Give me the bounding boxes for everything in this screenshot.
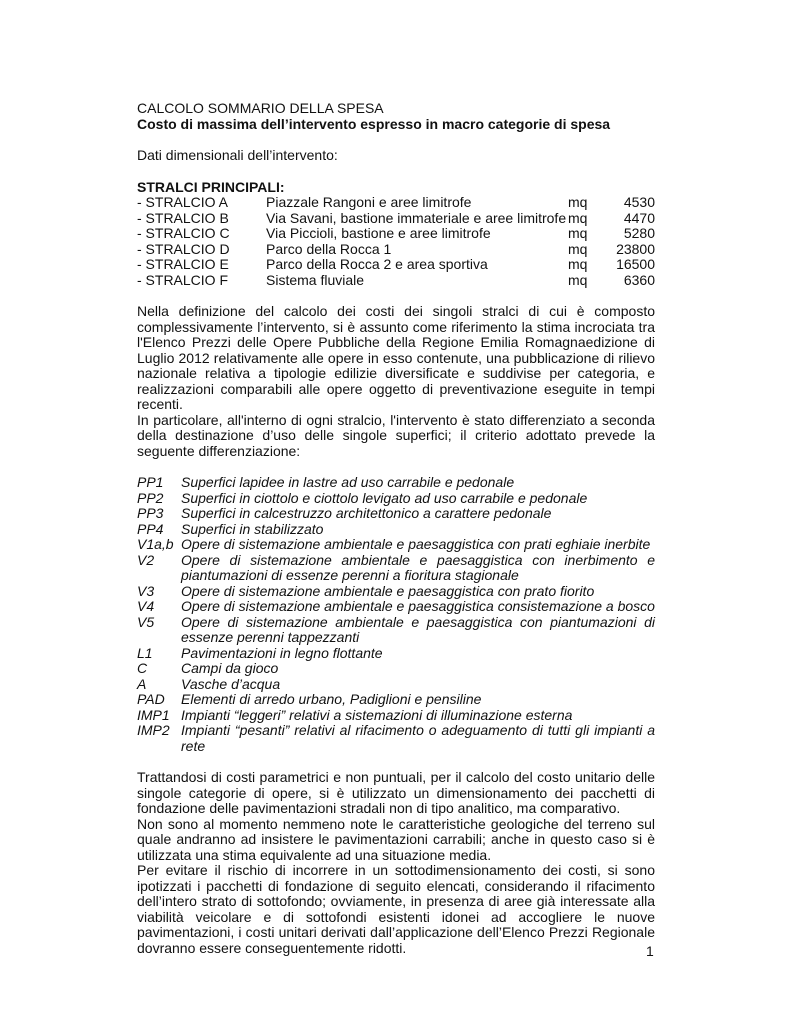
- stralcio-desc: Via Piccioli, bastione e aree limitrofe: [266, 225, 491, 241]
- category-list: [137, 475, 655, 754]
- stralcio-row: [137, 211, 655, 227]
- category-code: V2: [137, 551, 155, 568]
- stralcio-code: - STRALCIO B: [137, 209, 229, 226]
- category-item: [137, 475, 655, 491]
- stralcio-row: [137, 226, 655, 242]
- category-code: PAD: [137, 691, 165, 707]
- category-desc: Superfici in stabilizzato: [181, 520, 324, 537]
- category-code: V1a,b: [137, 536, 174, 552]
- category-desc: Opere di sistemazione ambientale e paesaggistica consistemazione a bosco: [181, 598, 655, 614]
- document-subtitle: Costo di massima dell’intervento espresso in macro categorie di spesa: [137, 115, 611, 132]
- category-desc: Superfici in calcestruzzo architettonico a carattere pedonale: [181, 505, 552, 521]
- stralcio-code: - STRALCIO E: [137, 256, 229, 272]
- category-desc: Impianti “pesanti” relativi al rifacimento o adeguamento di tutti gli impianti a rete: [181, 722, 655, 754]
- category-item: [137, 708, 655, 724]
- category-code: L1: [137, 644, 153, 661]
- stralcio-row: [137, 195, 655, 211]
- category-item: [137, 537, 655, 553]
- category-code: V3: [137, 582, 155, 599]
- paragraph-differentiation: In particolare, all'interno di ogni stralcio, l'intervento è stato differenziato a seconda della destinazione d’uso delle singole superfici; il criterio adottato prevede la seguente differenziazione:: [137, 411, 655, 459]
- stralcio-value: 16500: [616, 256, 655, 272]
- category-item: [137, 661, 655, 677]
- stralcio-unit: mq: [568, 271, 588, 288]
- stralcio-desc: Parco della Rocca 1: [266, 240, 392, 257]
- stralcio-row: [137, 257, 655, 273]
- stralci-heading: STRALCI PRINCIPALI:: [137, 178, 285, 195]
- stralcio-row: [137, 242, 655, 258]
- category-item: [137, 599, 655, 615]
- dimensional-label: Dati dimensionali dell’intervento:: [137, 147, 338, 163]
- stralcio-unit: mq: [568, 256, 588, 272]
- category-code: PP3: [137, 505, 164, 521]
- category-desc: Campi da gioco: [181, 660, 279, 676]
- category-desc: Elementi di arredo urbano, Padiglioni e pensiline: [181, 691, 482, 707]
- category-desc: Superfici in ciottolo e ciottolo levigato ad uso carrabile e pedonale: [181, 489, 588, 506]
- category-item: [137, 646, 655, 662]
- category-code: C: [137, 660, 148, 676]
- category-code: V4: [137, 598, 155, 614]
- stralcio-row: [137, 273, 655, 289]
- category-code: A: [137, 675, 147, 692]
- stralcio-desc: Piazzale Rangoni e aree limitrofe: [266, 194, 472, 210]
- category-code: PP2: [137, 489, 164, 506]
- category-item: [137, 553, 655, 584]
- category-desc: Impianti “leggeri” relativi a sistemazioni di illuminazione esterna: [181, 706, 573, 723]
- category-desc: Pavimentazioni in legno flottante: [181, 644, 383, 661]
- document-page: [137, 101, 655, 956]
- stralcio-value: 4470: [623, 209, 655, 226]
- document-title: CALCOLO SOMMARIO DELLA SPESA: [137, 100, 384, 116]
- stralcio-value: 6360: [623, 271, 655, 288]
- category-item: [137, 506, 655, 522]
- stralcio-unit: mq: [568, 194, 588, 210]
- category-desc: Opere di sistemazione ambientale e paesaggistica con prati eghiaie inerbite: [181, 536, 651, 552]
- stralcio-value: 23800: [616, 240, 655, 257]
- category-code: IMP1: [137, 706, 170, 723]
- stralci-table: [137, 195, 655, 288]
- paragraph-parametric-costs: Trattandosi di costi parametrici e non puntuali, per il calcolo del costo unitario delle singole categorie di opere, si è utilizzato un dimensionamento dei pacchetti di fondazione delle pavimentazioni stradali non di tipo analitico, ma comparativo.: [137, 769, 655, 816]
- category-code: PP4: [137, 520, 164, 537]
- category-item: [137, 692, 655, 708]
- category-code: IMP2: [137, 722, 170, 738]
- stralcio-unit: mq: [568, 240, 588, 257]
- category-item: [137, 615, 655, 646]
- category-desc: Opere di sistemazione ambientale e paesaggistica con piantumazioni di essenze perenni tappezzanti: [181, 613, 655, 645]
- stralcio-value: 5280: [623, 225, 655, 241]
- category-desc: Opere di sistemazione ambientale e paesaggistica con inerbimento e piantumazioni di essenze perenni a fioritura stagionale: [181, 551, 655, 583]
- paragraph-methodology: Nella definizione del calcolo dei costi dei singoli stralci di cui è composto complessivamente l’intervento, si è assunto come riferimento la stima incrociata tra l'Elenco Prezzi delle Opere Pubbliche della Regione Emilia Romagnaedizione di Luglio 2012 relativamente alle opere in esso contenute, una pubblicazione di rilievo nazionale relativa a tipologie edilizie diversificate e suddivise per categoria, e realizzazioni comparabili alle opere oggetto di preventivazione eseguite in tempi recenti.: [137, 303, 655, 412]
- stralcio-code: - STRALCIO D: [137, 240, 230, 257]
- category-desc: Superfici lapidee in lastre ad uso carrabile e pedonale: [181, 474, 515, 490]
- stralcio-desc: Via Savani, bastione immateriale e aree limitrofe: [266, 209, 567, 226]
- page-number: 1: [646, 943, 654, 959]
- category-desc: Vasche d’acqua: [181, 675, 281, 692]
- stralcio-desc: Sistema fluviale: [266, 271, 365, 288]
- category-item: [137, 584, 655, 600]
- category-item: [137, 677, 655, 693]
- stralcio-code: - STRALCIO A: [137, 194, 229, 210]
- stralcio-value: 4530: [623, 194, 655, 210]
- stralcio-desc: Parco della Rocca 2 e area sportiva: [266, 256, 488, 272]
- category-item: [137, 491, 655, 507]
- stralcio-unit: mq: [568, 209, 588, 226]
- category-item: [137, 723, 655, 754]
- category-code: PP1: [137, 474, 164, 490]
- category-item: [137, 522, 655, 538]
- stralcio-code: - STRALCIO F: [137, 271, 229, 288]
- category-code: V5: [137, 613, 155, 630]
- stralcio-code: - STRALCIO C: [137, 225, 230, 241]
- paragraph-foundations: Per evitare il rischio di incorrere in un sottodimensionamento dei costi, si sono ipotizzati i pacchetti di fondazione di seguito elencati, considerando il rifacimento dell’intero strato di sottofondo; ovviamente, in presenza di aree già interessate alla viabilità veicolare e di sottofondi esistenti idonei ad accogliere le nuove pavimentazioni, i costi unitari derivati dall’applicazione dell’Elenco Prezzi Regionale dovranno essere conseguentemente ridotti.: [137, 862, 655, 956]
- paragraph-geology: Non sono al momento nemmeno note le caratteristiche geologiche del terreno sul quale andranno ad insistere le pavimentazioni carrabili; anche in questo caso si è utilizzata una stima equivalente ad una situazione media.: [137, 815, 655, 863]
- category-desc: Opere di sistemazione ambientale e paesaggistica con prato fiorito: [181, 582, 595, 599]
- stralcio-unit: mq: [568, 225, 588, 241]
